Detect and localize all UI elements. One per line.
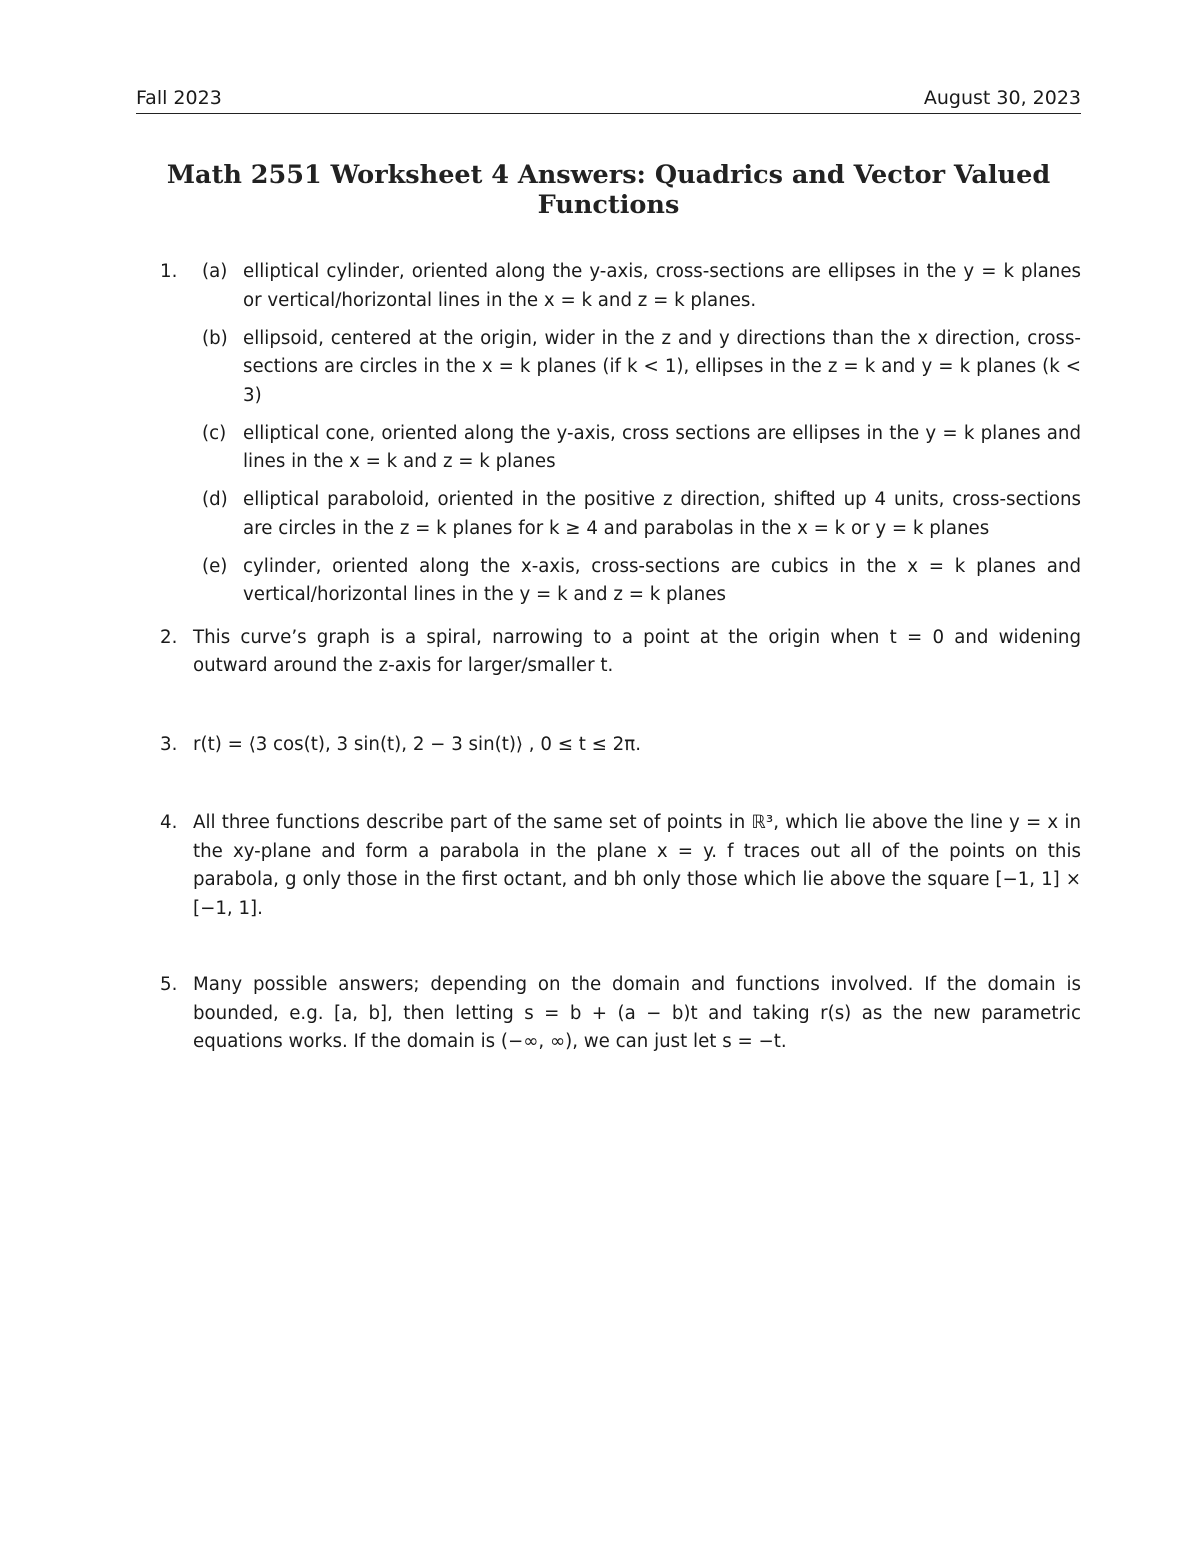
page-header <box>136 85 1081 114</box>
title-line-1: Math 2551 Worksheet 4 Answers: Quadrics and Vector Valued <box>166 160 1051 190</box>
sub-label: (b) <box>202 327 228 349</box>
title-line-2: Functions <box>537 190 680 220</box>
answer-number: 3. <box>160 733 178 755</box>
sub-label: (c) <box>202 422 227 444</box>
answer-1b <box>193 325 1081 411</box>
sub-label: (d) <box>202 489 228 510</box>
answer-1d <box>193 486 1081 543</box>
answer-4 <box>136 809 1081 923</box>
answer-text: r(t) = ⟨3 cos(t), 3 sin(t), 2 − 3 sin(t)⟩ , 0 ≤ t ≤ 2π. <box>193 733 641 755</box>
answer-1a <box>193 258 1081 315</box>
answer-number: 2. <box>160 626 178 648</box>
answer-number: 4. <box>160 812 178 833</box>
answer-text: Many possible answers; depending on the domain and functions involved. If the domain is bounded, e.g. [a, b], then letting s = b + (a − b)t and taking r(s) as the new parametric equations works. If the domain is (−∞, ∞), we can just let s = −t. <box>193 974 1081 1052</box>
sub-label: (e) <box>202 555 228 577</box>
answer-text: All three functions describe part of the same set of points in ℝ³, which lie above the line y = x in the xy-plane and form a parabola in the plane x = y. f traces out all of the points on this parabola, g only those in the first octant, and bh only those which lie above the square [−1, 1] × [−1, 1]. <box>193 812 1081 919</box>
answer-1c <box>193 420 1081 477</box>
answer-2 <box>136 624 1081 681</box>
answer-1e <box>193 553 1081 610</box>
answers-list <box>136 258 1081 1057</box>
answer-text: This curve’s graph is a spiral, narrowing to a point at the origin when t = 0 and widening outward around the z-axis for larger/smaller t. <box>193 626 1081 676</box>
sub-label: (a) <box>202 261 228 282</box>
answer-number: 1. <box>160 261 178 282</box>
sub-text: elliptical paraboloid, oriented in the positive z direction, shifted up 4 units, cross-sections are circles in the z = k planes for k ≥ 4 and parabolas in the x = k or y = k planes <box>243 489 1081 539</box>
sub-text: cylinder, oriented along the x-axis, cross-sections are cubics in the x = k planes and vertical/horizontal lines in the y = k and z = k planes <box>243 555 1081 605</box>
sub-text: ellipsoid, centered at the origin, wider in the z and y directions than the x direction, cross-sections are circles in the x = k planes (if k < 1), ellipses in the z = k and y = k planes (k < 3) <box>243 327 1081 406</box>
answer-1 <box>136 258 1081 610</box>
date-label: August 30, 2023 <box>923 87 1081 109</box>
answer-number: 5. <box>160 974 178 995</box>
sub-text: elliptical cylinder, oriented along the y-axis, cross-sections are ellipses in the y = k planes or vertical/horizontal lines in the x = k and z = k planes. <box>243 261 1081 311</box>
semester-label: Fall 2023 <box>136 87 222 109</box>
answer-3 <box>136 731 1081 760</box>
page-title <box>136 160 1081 220</box>
answer-5 <box>136 971 1081 1057</box>
sub-text: elliptical cone, oriented along the y-axis, cross sections are ellipses in the y = k planes and lines in the x = k and z = k planes <box>243 422 1081 472</box>
